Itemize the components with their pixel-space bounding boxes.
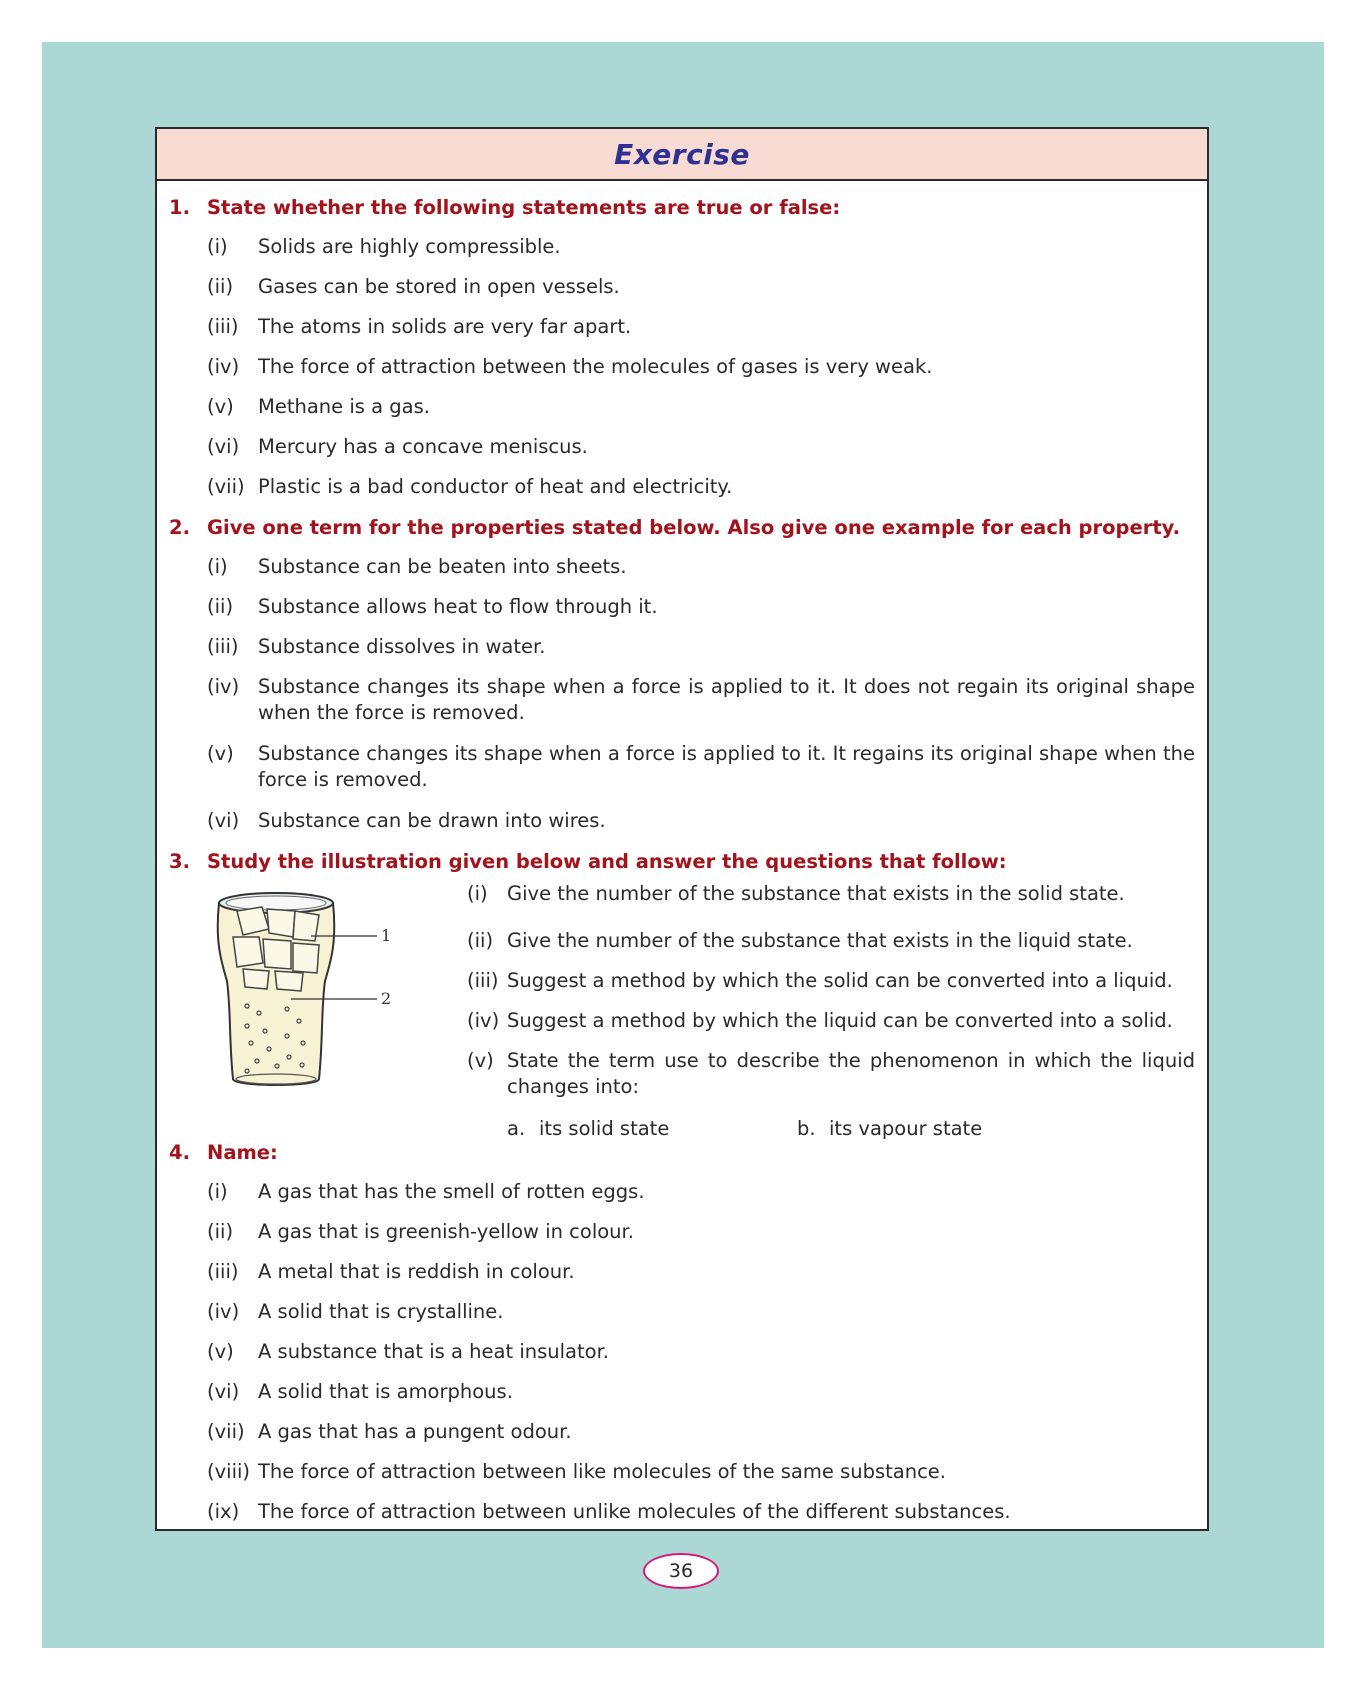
exercise-box [155, 127, 1209, 1531]
item-number: (ix) [207, 1500, 240, 1523]
sub-option [797, 1117, 1087, 1140]
item-number: (viii) [207, 1460, 251, 1483]
item-number: (iii) [207, 315, 239, 338]
list-item [169, 734, 1195, 801]
item-text: Substance changes its shape when a force is applied to it. It does not regain its original shape when the force is removed. [258, 675, 1195, 724]
item-number: (ii) [207, 1220, 234, 1243]
option-letter: b. [797, 1116, 816, 1140]
list-item [467, 961, 1195, 1001]
option-text: its solid state [539, 1116, 670, 1140]
list-item [467, 921, 1195, 961]
list-item [467, 1001, 1195, 1041]
item-text: Substance changes its shape when a force is applied to it. It regains its original shape when the force is removed. [258, 742, 1195, 791]
list-item [169, 1372, 1195, 1412]
item-text: The force of attraction between the molecules of gases is very weak. [258, 355, 933, 378]
list-item [169, 1492, 1195, 1532]
page-title: Exercise [614, 137, 750, 171]
list-item [169, 1452, 1195, 1492]
list-item [169, 387, 1195, 427]
item-number: (iv) [207, 355, 240, 378]
list-item [169, 1172, 1195, 1212]
item-text: Give the number of the substance that exists in the liquid state. [507, 929, 1133, 952]
sub-option [507, 1117, 797, 1140]
glass-of-ice-water-icon [207, 881, 417, 1091]
item-text: Methane is a gas. [258, 395, 430, 418]
item-text: Mercury has a concave meniscus. [258, 435, 588, 458]
question-text: Name: [207, 1140, 278, 1164]
question-3-body [169, 881, 1195, 1148]
item-text: A substance that is a heat insulator. [258, 1340, 609, 1363]
page-number [643, 1553, 719, 1589]
list-item [169, 587, 1195, 627]
item-text: A gas that has a pungent odour. [258, 1420, 572, 1443]
item-number: (iii) [467, 969, 499, 992]
item-number: (ii) [207, 275, 234, 298]
question-3-heading [169, 841, 1195, 881]
list-item [169, 1292, 1195, 1332]
list-item [169, 801, 1195, 841]
item-text: Suggest a method by which the solid can be converted into a liquid. [507, 969, 1173, 992]
item-number: (i) [207, 555, 228, 578]
sub-options [467, 1108, 1195, 1148]
item-number: (ii) [207, 595, 234, 618]
item-text: Give the number of the substance that exists in the solid state. [507, 882, 1125, 905]
item-text: A metal that is reddish in colour. [258, 1260, 575, 1283]
item-text: A solid that is amorphous. [258, 1380, 513, 1403]
item-text: A gas that has the smell of rotten eggs. [258, 1180, 645, 1203]
item-text: Substance allows heat to flow through it. [258, 595, 658, 618]
question-text: State whether the following statements are true or false: [207, 195, 841, 219]
item-number: (vi) [207, 809, 240, 832]
item-number: (v) [207, 1340, 234, 1363]
item-text: The atoms in solids are very far apart. [258, 315, 632, 338]
item-number: (iii) [207, 1260, 239, 1283]
item-number: (vi) [207, 1380, 240, 1403]
list-item [169, 547, 1195, 587]
list-item [169, 627, 1195, 667]
option-letter: a. [507, 1116, 526, 1140]
question-1-heading [169, 187, 1195, 227]
list-item [169, 427, 1195, 467]
item-number: (i) [467, 882, 488, 905]
list-item [169, 227, 1195, 267]
list-item [169, 347, 1195, 387]
question-number: 4. [169, 1140, 190, 1164]
question-number: 3. [169, 849, 190, 873]
question-number: 2. [169, 515, 190, 539]
list-item [169, 667, 1195, 734]
item-number: (iii) [207, 635, 239, 658]
item-number: (v) [207, 742, 234, 765]
item-number: (v) [207, 395, 234, 418]
item-number: (i) [207, 235, 228, 258]
item-number: (vii) [207, 475, 245, 498]
figure-label-1: 1 [381, 926, 392, 945]
page-number-text: 36 [668, 1560, 694, 1582]
item-text: Plastic is a bad conductor of heat and electricity. [258, 475, 733, 498]
question-number: 1. [169, 195, 190, 219]
question-text: Study the illustration given below and answer the questions that follow: [207, 849, 1007, 873]
item-number: (vi) [207, 435, 240, 458]
question-text: Give one term for the properties stated below. Also give one example for each property. [207, 515, 1180, 539]
item-number: (iv) [207, 1300, 240, 1323]
item-text: State the term use to describe the phenomenon in which the liquid changes into: [507, 1049, 1195, 1098]
item-number: (ii) [467, 929, 494, 952]
list-item [467, 881, 1195, 921]
item-number: (iv) [467, 1009, 500, 1032]
item-text: A solid that is crystalline. [258, 1300, 504, 1323]
glass-illustration [169, 881, 467, 1121]
list-item [467, 1041, 1195, 1108]
list-item [169, 267, 1195, 307]
list-item [169, 1252, 1195, 1292]
item-number: (v) [467, 1049, 494, 1072]
list-item [169, 467, 1195, 507]
item-text: Suggest a method by which the liquid can be converted into a solid. [507, 1009, 1173, 1032]
item-text: Substance can be beaten into sheets. [258, 555, 627, 578]
item-text: The force of attraction between unlike molecules of the different substances. [258, 1500, 1011, 1523]
question-3-items [467, 881, 1195, 1148]
figure-label-2: 2 [381, 989, 392, 1008]
item-text: Substance can be drawn into wires. [258, 809, 606, 832]
item-number: (iv) [207, 675, 240, 698]
item-number: (i) [207, 1180, 228, 1203]
item-text: Solids are highly compressible. [258, 235, 561, 258]
item-text: Substance dissolves in water. [258, 635, 546, 658]
item-text: A gas that is greenish-yellow in colour. [258, 1220, 634, 1243]
item-text: The force of attraction between like molecules of the same substance. [258, 1460, 947, 1483]
list-item [169, 307, 1195, 347]
item-number: (vii) [207, 1420, 245, 1443]
exercise-content [157, 181, 1207, 1532]
list-item [169, 1212, 1195, 1252]
exercise-header [157, 129, 1207, 181]
item-text: Gases can be stored in open vessels. [258, 275, 620, 298]
option-text: its vapour state [829, 1116, 983, 1140]
list-item [169, 1412, 1195, 1452]
list-item [169, 1332, 1195, 1372]
question-2-heading [169, 507, 1195, 547]
